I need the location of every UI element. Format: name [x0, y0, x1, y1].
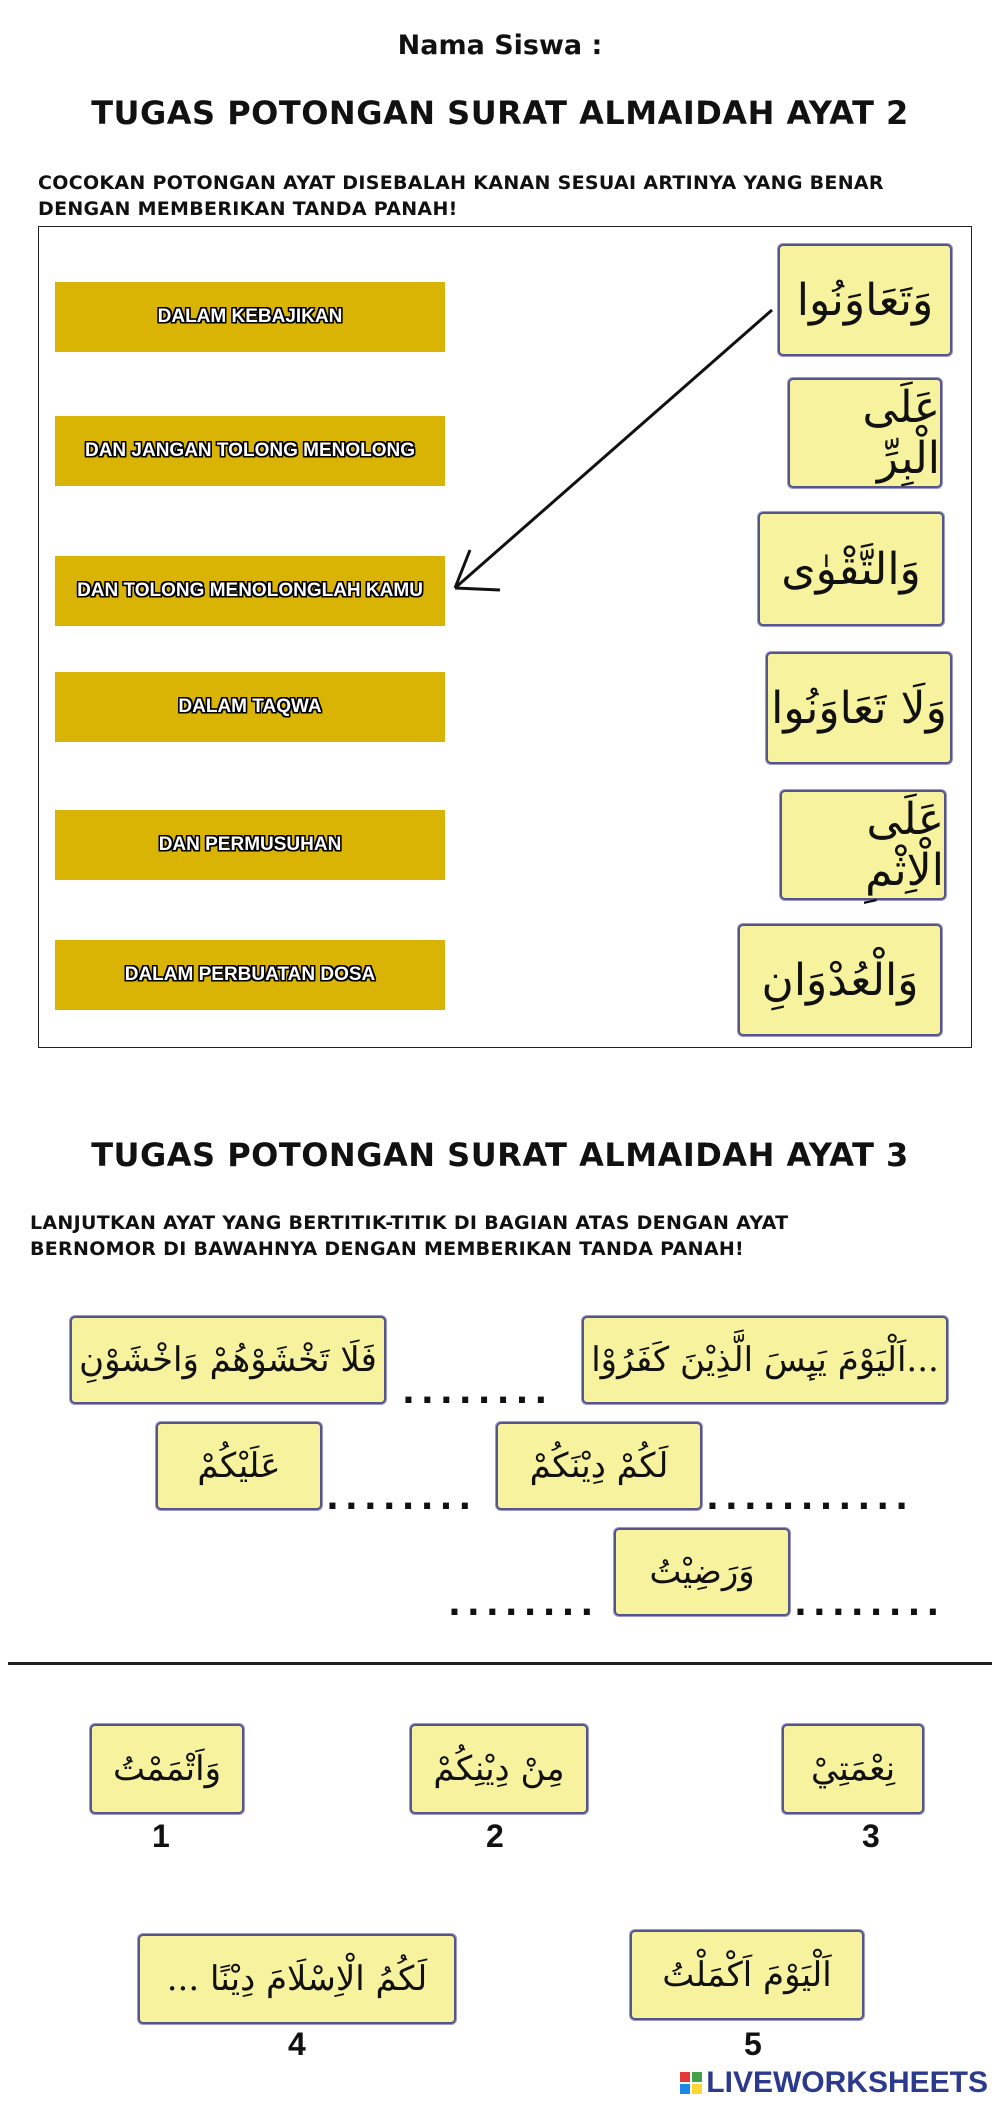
option-box-4[interactable]: لَكُمُ الْاِسْلَامَ دِيْنًا ...	[138, 1934, 456, 2024]
blank-dots-4: ........	[448, 1584, 600, 1624]
divider-line	[8, 1662, 992, 1665]
arabic-box-2[interactable]: عَلَى الْبِرِّ	[788, 378, 942, 488]
meaning-box-6[interactable]: DALAM PERBUATAN DOSA	[55, 940, 445, 1010]
top-piece-1[interactable]: فَلَا تَخْشَوْهُمْ وَاخْشَوْنِ	[70, 1316, 386, 1404]
option-number-4: 4	[288, 2026, 306, 2062]
option-box-5[interactable]: اَلْيَوْمَ اَكْمَلْتُ	[630, 1930, 864, 2020]
option-box-3[interactable]: نِعْمَتِيْ	[782, 1724, 924, 1814]
top-piece-4[interactable]: لَكُمْ دِيْنَكُمْ	[496, 1422, 702, 1510]
option-number-5: 5	[744, 2026, 762, 2062]
arabic-box-3[interactable]: وَالتَّقْوٰى	[758, 512, 944, 626]
liveworksheets-logo-icon	[680, 2072, 702, 2094]
blank-dots-1: ........	[402, 1372, 554, 1412]
section2-instruction	[30, 1210, 788, 1262]
liveworksheets-logo	[680, 2066, 988, 2100]
section1-title: TUGAS POTONGAN SURAT ALMAIDAH AYAT 2	[91, 94, 909, 132]
blank-dots-2: ........	[326, 1478, 478, 1518]
section2-instruction-line1: LANJUTKAN AYAT YANG BERTITIK-TITIK DI BAGIAN ATAS DENGAN AYAT	[30, 1212, 789, 1234]
section1-instruction-line1: COCOKAN POTONGAN AYAT DISEBALAH KANAN SESUAI ARTINYA YANG BENAR	[38, 172, 884, 194]
liveworksheets-logo-text: LIVEWORKSHEETS	[706, 2066, 988, 2099]
option-number-3: 3	[862, 1818, 880, 1854]
meaning-box-1[interactable]: DALAM KEBAJIKAN	[55, 282, 445, 352]
top-piece-3[interactable]: عَلَيْكُمْ	[156, 1422, 322, 1510]
section2-instruction-line2: BERNOMOR DI BAWAHNYA DENGAN MEMBERIKAN TANDA PANAH!	[30, 1238, 745, 1260]
section2-title: TUGAS POTONGAN SURAT ALMAIDAH AYAT 3	[91, 1136, 909, 1174]
option-box-2[interactable]: مِنْ دِيْنِكُمْ	[410, 1724, 588, 1814]
meaning-box-3[interactable]: DAN TOLONG MENOLONGLAH KAMU	[55, 556, 445, 626]
option-number-1: 1	[152, 1818, 170, 1854]
arabic-box-6[interactable]: وَالْعُدْوَانِ	[738, 924, 942, 1036]
option-number-2: 2	[486, 1818, 504, 1854]
blank-dots-3: ...........	[706, 1478, 915, 1518]
top-piece-2[interactable]: ...اَلْيَوْمَ يَىِٕسَ الَّذِيْنَ كَفَرُوْا	[582, 1316, 948, 1404]
arabic-box-1[interactable]: وَتَعَاوَنُوا	[778, 244, 952, 356]
arabic-box-5[interactable]: عَلَى الْاِثْمِ	[780, 790, 946, 900]
option-box-1[interactable]: وَاَتْمَمْتُ	[90, 1724, 244, 1814]
student-name-label: Nama Siswa :	[397, 30, 603, 61]
arabic-box-4[interactable]: وَلَا تَعَاوَنُوا	[766, 652, 952, 764]
meaning-box-4[interactable]: DALAM TAQWA	[55, 672, 445, 742]
top-piece-5[interactable]: وَرَضِيْتُ	[614, 1528, 790, 1616]
meaning-box-2[interactable]: DAN JANGAN TOLONG MENOLONG	[55, 416, 445, 486]
section1-instruction-line2: DENGAN MEMBERIKAN TANDA PANAH!	[38, 198, 458, 220]
meaning-box-5[interactable]: DAN PERMUSUHAN	[55, 810, 445, 880]
blank-dots-5: ........	[794, 1584, 946, 1624]
